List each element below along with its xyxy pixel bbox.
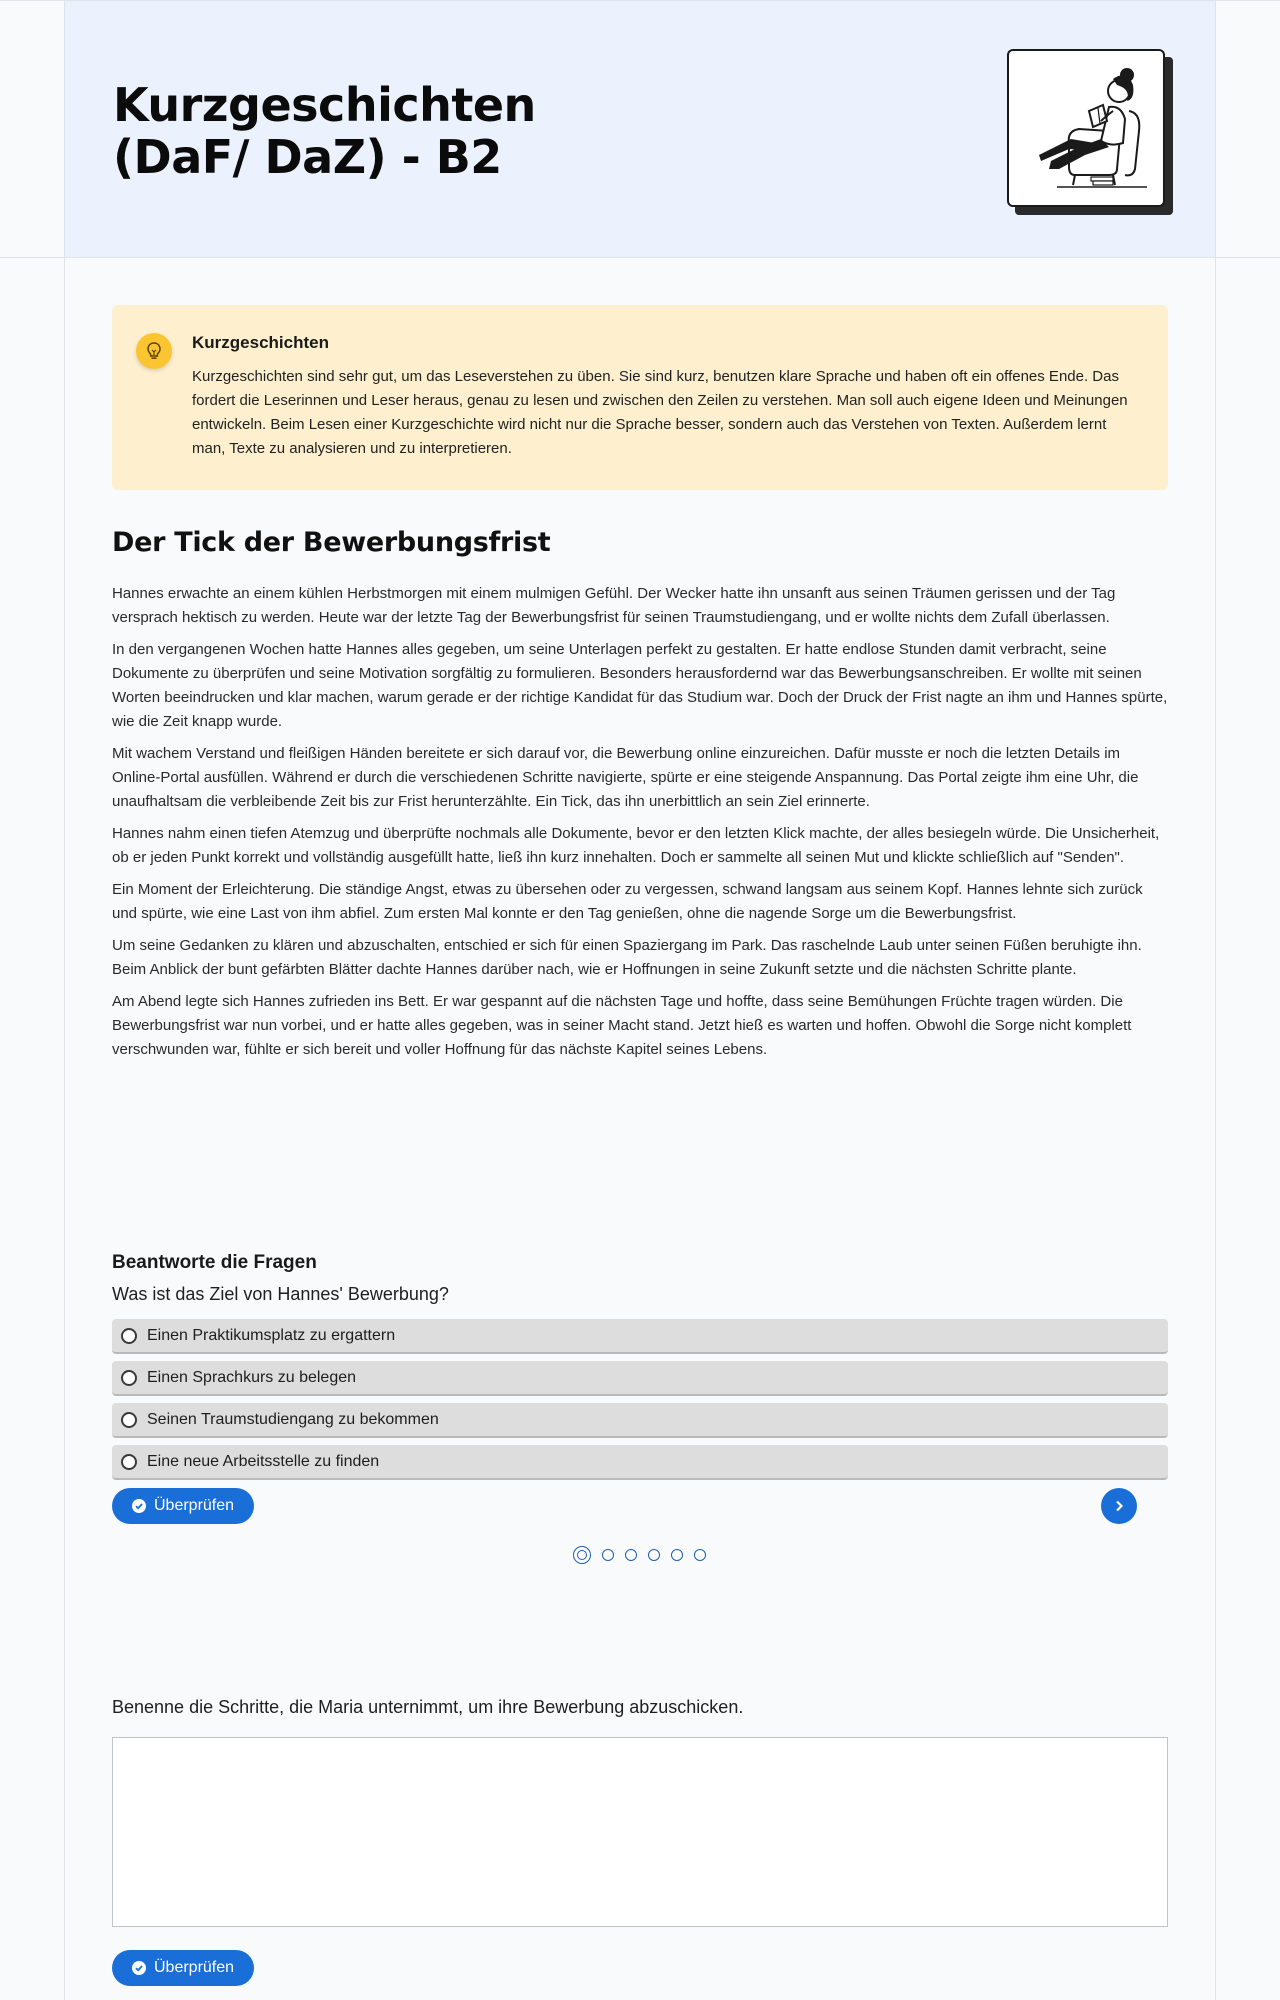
- header-banner: [65, 1, 1215, 257]
- pagination-dot[interactable]: [648, 1549, 660, 1561]
- lightbulb-icon: [136, 333, 172, 369]
- check-circle-icon: [132, 1499, 146, 1513]
- pagination-dot[interactable]: [694, 1549, 706, 1561]
- answer-option-label: Eine neue Arbeitsstelle zu finden: [147, 1452, 380, 1470]
- story-paragraph: Mit wachem Verstand und fleißigen Händen bereitete er sich darauf vor, die Bewerbung online einzureichen. Dafür musste er noch die letzten Details im Online-Portal ausfüllen. Während er durch die verschiedenen Schritte navigierte, spürte er eine steigende Anspannung. Das Portal zeigte ihm eine Uhr, die unaufhaltsam die verbleibende Zeit bis zur Frist herunterzählte. Ein Tick, das ihn unerbittlich an sein Ziel erinnerte.: [112, 745, 1139, 810]
- quiz-section: [112, 1252, 1168, 1524]
- answer-option-label: Einen Sprachkurs zu belegen: [147, 1368, 357, 1386]
- radio-button[interactable]: [121, 1454, 137, 1470]
- story-title: Der Tick der Bewerbungsfrist: [112, 527, 551, 558]
- check-text-answer-label: Überprüfen: [154, 1959, 235, 1976]
- right-border-line: [1215, 0, 1216, 2000]
- story-paragraph: Ein Moment der Erleichterung. Die ständige Angst, etwas zu übersehen oder zu vergessen, schwand langsam aus seinem Kopf. Hannes lehnte sich zurück und spürte, wie eine Last von ihm abfiel. Zum ersten Mal konnte er den Tag genießen, ohne die nagende Sorge um die Bewerbungsfrist.: [112, 881, 1143, 922]
- answer-option[interactable]: [112, 1403, 1168, 1438]
- left-border-line: [64, 0, 65, 2000]
- answer-option-label: Einen Praktikumsplatz zu ergattern: [147, 1326, 396, 1344]
- quiz-heading: Beantworte die Fragen: [112, 1252, 317, 1273]
- story-paragraph: Hannes erwachte an einem kühlen Herbstmorgen mit einem mulmigen Gefühl. Der Wecker hatte ihn unsanft aus seinen Träumen gerissen und der Tag versprach hektisch zu werden. Heute war der letzte Tag der Bewerbungsfrist für seinen Traumstudiengang, und er wollte nichts dem Zufall überlassen.: [112, 585, 1116, 626]
- chevron-right-icon: [1112, 1499, 1126, 1513]
- woman-reading-in-armchair-illustration: [1009, 51, 1165, 207]
- story-paragraph: Um seine Gedanken zu klären und abzuschalten, entschied er sich für einen Spaziergang im Park. Das raschelnde Laub unter seinen Füßen beruhigte ihn. Beim Anblick der bunt gefärbten Blätter dachte Hannes darüber nach, wie er Hoffnungen in seine Zukunft setzte und die nächsten Schritte plante.: [112, 937, 1142, 978]
- pagination-dot[interactable]: [602, 1549, 614, 1561]
- callout-text: Kurzgeschichten sind sehr gut, um das Leseverstehen zu üben. Sie sind kurz, benutzen klare Sprache und haben oft ein offenes Ende. Das fordert die Leserinnen und Leser heraus, genau zu lesen und zwischen den Zeilen zu verstehen. Man soll auch eigene Ideen und Meinungen entwickeln. Beim Lesen einer Kurzgeschichte wird nicht nur die Sprache besser, sondern auch das Verstehen von Texten. Außerdem lernt man, Texte zu analysieren und zu interpretieren.: [192, 368, 1128, 457]
- page-header: [0, 0, 1280, 258]
- callout-title: Kurzgeschichten: [192, 333, 329, 352]
- hero-illustration-card: [1007, 49, 1165, 207]
- answer-option[interactable]: [112, 1319, 1168, 1354]
- page-title: Kurzgeschichten (DaF/ DaZ) - B2: [113, 78, 536, 184]
- radio-button[interactable]: [121, 1370, 137, 1386]
- radio-button[interactable]: [121, 1412, 137, 1428]
- quiz-actions: [112, 1488, 1168, 1524]
- main-content: [112, 305, 1168, 1070]
- story-paragraph: In den vergangenen Wochen hatte Hannes alles gegeben, um seine Unterlagen perfekt zu gestalten. Er hatte endlose Stunden damit verbracht, seine Dokumente zu überprüfen und seine Motivation sorgfältig zu formulieren. Besonders herausfordernd war das Bewerbungsanschreiben. Er wollte mit seinen Worten beeindrucken und klar machen, warum gerade er der richtige Kandidat für das Studium war. Doch der Druck der Frist nagte an ihm und Hannes spürte, wie die Zeit knapp wurde.: [112, 641, 1168, 730]
- pagination-dot[interactable]: [671, 1549, 683, 1561]
- story-text: [112, 582, 1168, 1062]
- info-callout: [112, 305, 1168, 490]
- open-question-section: [112, 1697, 1168, 1976]
- pagination-dot[interactable]: [625, 1549, 637, 1561]
- story-paragraph: Am Abend legte sich Hannes zufrieden ins Bett. Er war gespannt auf die nächsten Tage und hoffte, dass seine Bemühungen Früchte tragen würden. Die Bewerbungsfrist war nun vorbei, und er hatte alles gegeben, was in seiner Macht stand. Jetzt hieß es warten und hoffen. Obwohl die Sorge nicht komplett verschwunden war, fühlte er sich bereit und voller Hoffnung für das nächste Kapitel seines Lebens.: [112, 993, 1132, 1058]
- quiz-question: Was ist das Ziel von Hannes' Bewerbung?: [112, 1284, 449, 1304]
- answer-options: [112, 1319, 1168, 1480]
- hero-illustration: [1007, 49, 1173, 215]
- next-question-button[interactable]: [1101, 1488, 1137, 1524]
- check-circle-icon: [132, 1961, 146, 1975]
- answer-option-label: Seinen Traumstudiengang zu bekommen: [147, 1410, 439, 1428]
- pagination-dot-active[interactable]: [573, 1546, 591, 1564]
- check-answer-button[interactable]: [112, 1488, 254, 1524]
- radio-button[interactable]: [121, 1328, 137, 1344]
- check-text-answer-button[interactable]: [112, 1950, 254, 1986]
- check-answer-label: Überprüfen: [154, 1497, 235, 1514]
- answer-option[interactable]: [112, 1445, 1168, 1480]
- answer-option[interactable]: [112, 1361, 1168, 1396]
- story-paragraph: Hannes nahm einen tiefen Atemzug und überprüfte nochmals alle Dokumente, bevor er den letzten Klick machte, der alles besiegeln würde. Die Unsicherheit, ob er jeden Punkt korrekt und vollständig ausgefüllt hatte, ließ ihn kurz innehalten. Doch er sammelte all seinen Mut und klickte schließlich auf "Senden".: [112, 825, 1160, 866]
- answer-textarea[interactable]: [112, 1737, 1168, 1927]
- open-question-text: Benenne die Schritte, die Maria unternimmt, um ihre Bewerbung abzuschicken.: [112, 1697, 744, 1717]
- question-pagination: [112, 1546, 1168, 1564]
